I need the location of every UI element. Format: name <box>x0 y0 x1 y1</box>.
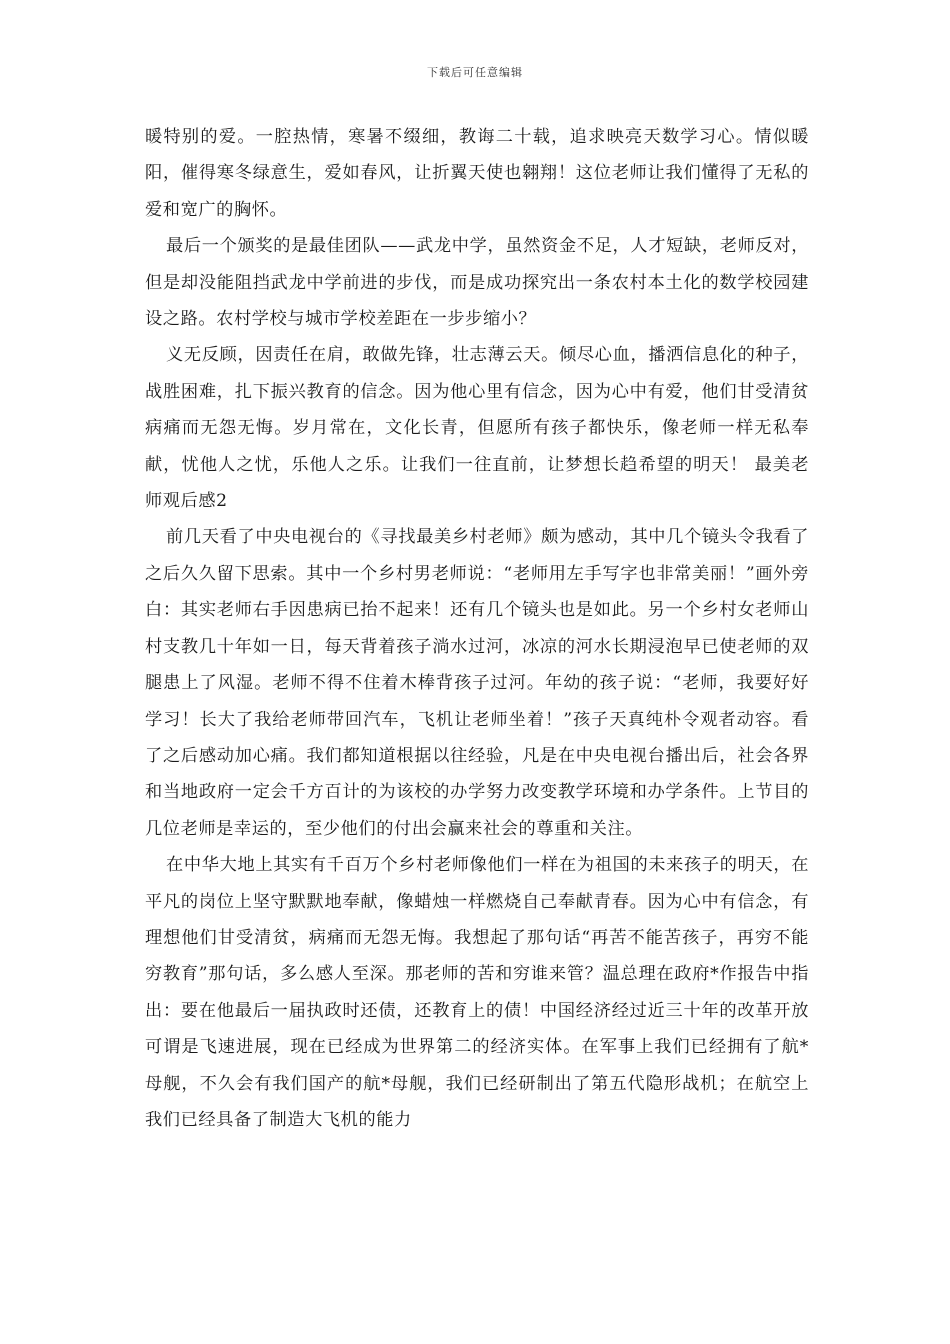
document-body <box>145 119 809 1138</box>
paragraph: 在中华大地上其实有千百万个乡村老师像他们一样在为祖国的未来孩子的明天，在平凡的岗位上坚守默默地奉献，像蜡烛一样燃烧自己奉献青春。因为心中有信念，有理想他们甘受清贫，病痛而无怨无悔。我想起了那句话“再苦不能苦孩子，再穷不能穷教育”那句话，多么感人至深。那老师的苦和穷谁来管？温总理在政府*作报告中指出：要在他最后一届执政时还债，还教育上的债！中国经济经过近三十年的改革开放可谓是飞速进展，现在已经成为世界第二的经济实体。在军事上我们已经拥有了航*母舰，不久会有我们国产的航*母舰，我们已经研制出了第五代隐形战机；在航空上我们已经具备了制造大飞机的能力 <box>145 855 809 1130</box>
paragraph: 义无反顾，因责任在肩，敢做先锋，壮志薄云天。倾尽心血，播洒信息化的种子，战胜困难，扎下振兴教育的信念。因为他心里有信念，因为心中有爱，他们甘受清贫病痛而无怨无悔。岁月常在，文化长青，但愿所有孩子都快乐，像老师一样无私奉献，忧他人之忧，乐他人之乐。让我们一往直前，让梦想长趋希望的明天！ 最美老师观后感2 <box>145 345 809 512</box>
page-header: 下载后可任意编辑 <box>427 66 523 79</box>
paragraph-continuation: 暖特别的爱。一腔热情，寒暑不缀细，教诲二十载，追求映亮天数学习心。情似暖阳，催得寒冬绿意生，爱如春风，让折翼天使也翱翔！这位老师让我们懂得了无私的爱和宽广的胸怀。 <box>145 127 809 220</box>
paragraph: 前几天看了中央电视台的《寻找最美乡村老师》颇为感动，其中几个镜头令我看了之后久久留下思索。其中一个乡村男老师说：“老师用左手写字也非常美丽！”画外旁白：其实老师右手因患病已抬不起来！还有几个镜头也是如此。另一个乡村女老师山村支教几十年如一日，每天背着孩子淌水过河，冰凉的河水长期浸泡早已使老师的双腿患上了风湿。老师不得不住着木棒背孩子过河。年幼的孩子说：“老师，我要好好学习！长大了我给老师带回汽车，飞机让老师坐着！”孩子天真纯朴令观者动容。看了之后感动加心痛。我们都知道根据以往经验，凡是在中央电视台播出后，社会各界和当地政府一定会千方百计的为该校的办学努力改变教学环境和办学条件。上节目的几位老师是幸运的，至少他们的付出会赢来社会的尊重和关注。 <box>145 527 809 839</box>
paragraph: 最后一个颁奖的是最佳团队——武龙中学，虽然资金不足，人才短缺，老师反对，但是却没能阻挡武龙中学前进的步伐，而是成功探究出一条农村本土化的数学校园建设之路。农村学校与城市学校差距在一步步缩小？ <box>145 236 809 330</box>
